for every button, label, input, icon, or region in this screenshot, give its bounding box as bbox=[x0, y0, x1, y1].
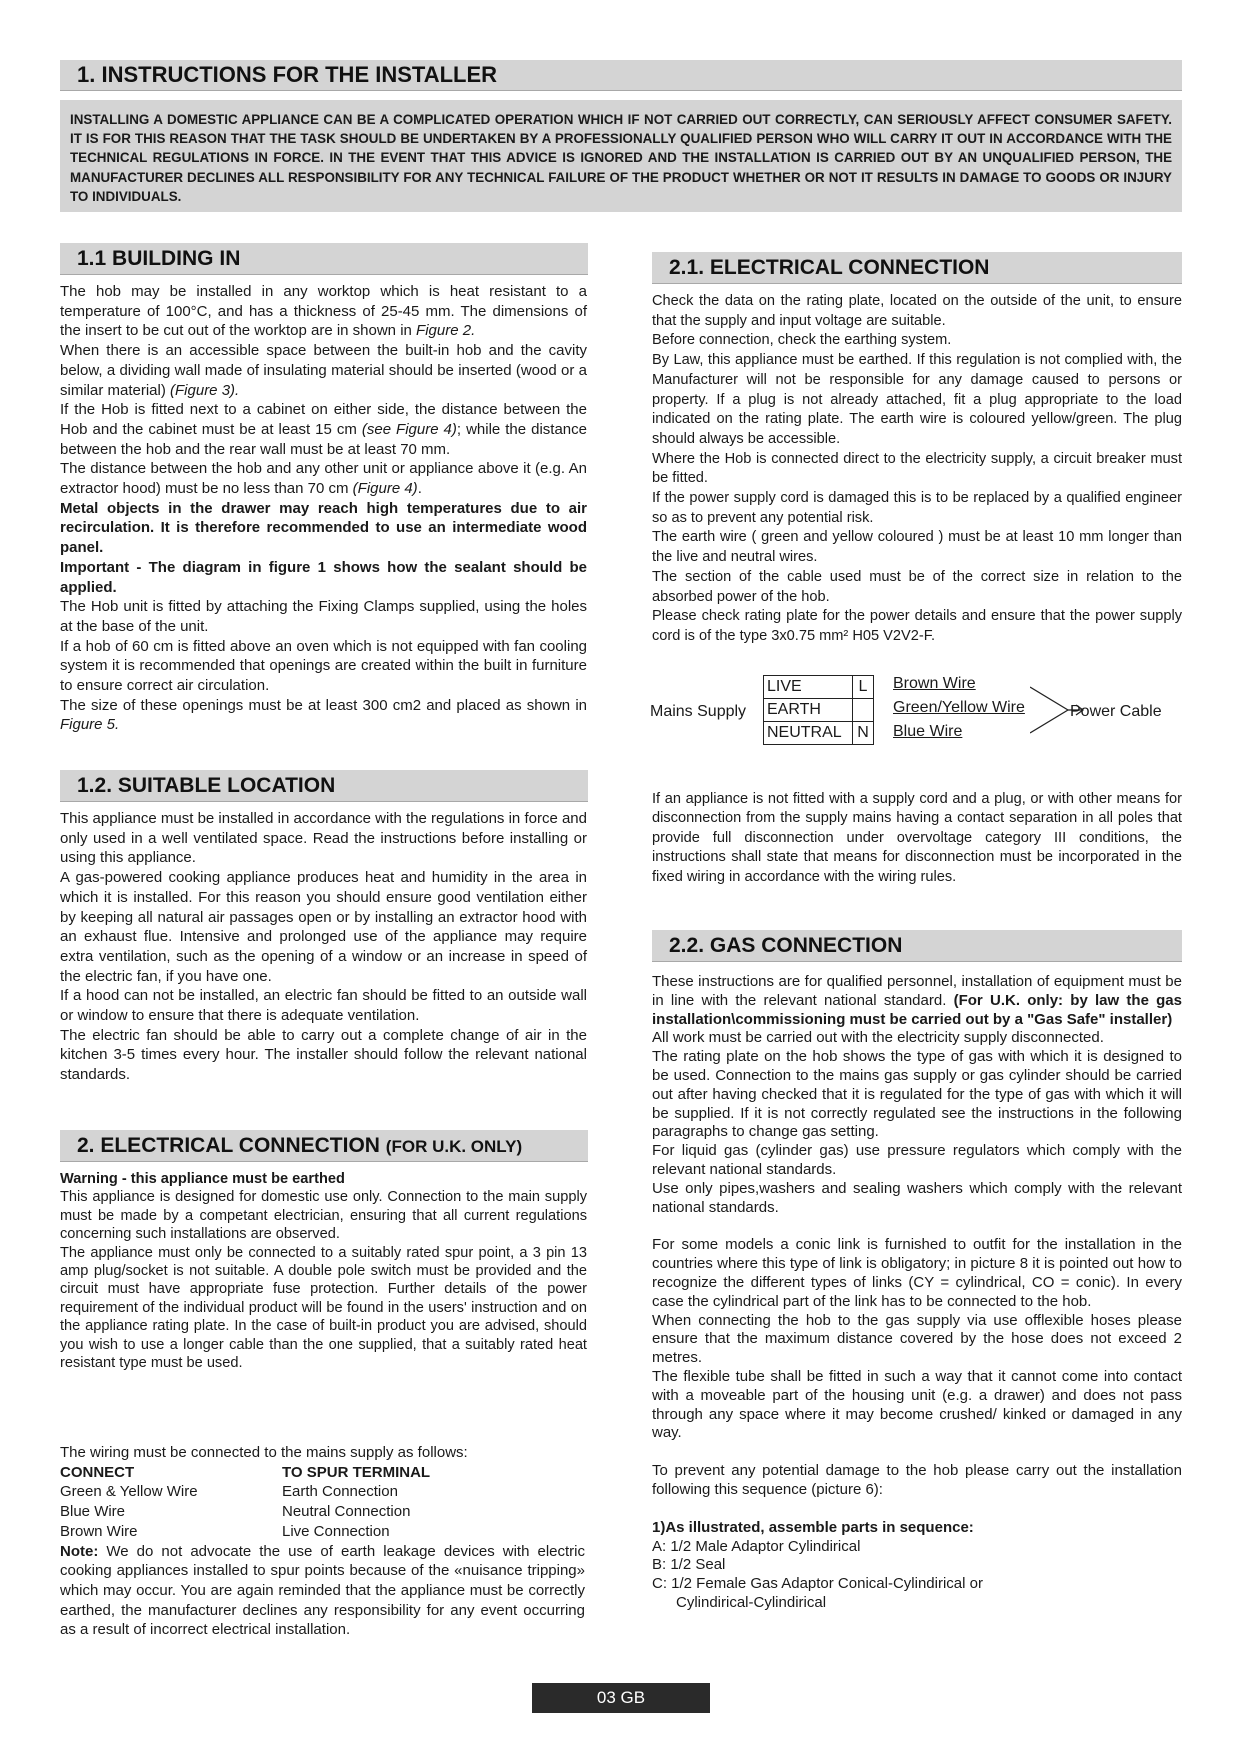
supply-terminal-table bbox=[763, 675, 874, 745]
wiring-note: Note: We do not advocate the use of earth leakage devices with electric cooking appliances installed to spur points because of the «nuisance tripping» which may occur. You are again reminded that the appliance must be correctly earthed, the manufacturer declines any responsibility for any event occurring as a result of incorrect electrical installation. bbox=[60, 1542, 585, 1639]
installer-warning: INSTALLING A DOMESTIC APPLIANCE CAN BE A COMPLICATED OPERATION WHICH IF NOT CARRIED OUT CORRECTLY, CAN SERIOUSLY AFFECT CONSUMER SAFETY. IT IS FOR THIS REASON THAT THE TASK SHOULD BE UNDERTAKEN BY A PROFESSIONALLY QUALIFIED PERSON WHO WILL CARRY IT OUT IN ACCORDANCE WITH THE TECHNICAL REGULATIONS IN FORCE. IN THE EVENT THAT THIS ADVICE IS IGNORED AND THE INSTALLATION IS CARRIED OUT BY AN UNQUALIFIED PERSON, THE MANUFACTURER DECLINES ALL RESPONSIBILITY FOR ANY TECHNICAL FAILURE OF THE PRODUCT WHETHER OR NOT IT RESULTS IN DAMAGE TO GOODS OR INJURY TO INDIVIDUALS. bbox=[60, 100, 1182, 212]
supply-name: NEUTRAL bbox=[764, 722, 853, 745]
wiring-row bbox=[60, 1482, 585, 1502]
electrical-uk-warning: Warning - this appliance must be earthed bbox=[60, 1171, 345, 1187]
wiring-intro: The wiring must be connected to the mains supply as follows: bbox=[60, 1444, 468, 1461]
gas-p4: For liquid gas (cylinder gas) use pressure regulators which comply with the relevant national standards. bbox=[652, 1142, 1182, 1178]
gas-p7: When connecting the hob to the gas supply via use offlexible hoses please ensure that the maximum distance covered by the hose does not exceed 2 metres. bbox=[652, 1311, 1182, 1367]
gas-sequence-c2: Cylindirical-Cylindirical bbox=[676, 1593, 827, 1611]
wiring-terminal: Neutral Connection bbox=[282, 1503, 411, 1521]
wiring-head-connect: CONNECT bbox=[60, 1463, 135, 1481]
building-in-title: 1.1 BUILDING IN bbox=[77, 247, 241, 270]
gas-sequence-c: C: 1/2 Female Gas Adaptor Conical-Cylindirical or bbox=[652, 1575, 983, 1593]
electrical-uk-p1: This appliance is designed for domestic use only. Connection to the main supply must be made by a competant electrician, ensuring that all current regulations concerning such installations are observed. bbox=[60, 1189, 587, 1243]
gas-p3: The rating plate on the hob shows the type of gas with which it is designed to be used. Connection to the mains gas supply or gas cylinder should be carried out after having checked that it is regulated for the type of gas with which it will be supplied. If it is not correctly regulated see the instructions in the following paragraphs to change gas setting. bbox=[652, 1048, 1182, 1141]
electrical-uk-title: 2. ELECTRICAL CONNECTION (FOR U.K. ONLY) bbox=[77, 1134, 523, 1157]
wiring-terminal: Live Connection bbox=[282, 1522, 390, 1540]
wiring-row bbox=[60, 1502, 585, 1522]
wiring-head-terminal: TO SPUR TERMINAL bbox=[282, 1463, 431, 1481]
electrical-connection-p4: Where the Hob is connected direct to the electricity supply, a circuit breaker must be fitted. bbox=[652, 450, 1182, 487]
building-in-text bbox=[60, 282, 587, 735]
electrical-connection-p1: Check the data on the rating plate, located on the outside of the unit, to ensure that the supply and input voltage are suitable. bbox=[652, 293, 1182, 329]
wire-label-blue: Blue Wire bbox=[893, 723, 963, 740]
disconnection-text bbox=[652, 790, 1182, 887]
mains-supply-diagram bbox=[650, 675, 1190, 755]
building-in-p4: The distance between the hob and any other unit or appliance above it (e.g. An extractor hood) must be no less than 70 cm (Figure 4). bbox=[60, 460, 587, 498]
gas-p8: The flexible tube shall be fitted in such a way that it cannot come into contact with a moveable part of the housing unit (e.g. a drawer) and does not pass through any space where it may become crushed/ kinked or damaged in any way. bbox=[652, 1367, 1182, 1442]
suitable-location-p3: If a hood can not be installed, an electric fan should be fitted to an outside wall or window to ensure that there is adequate ventilation. bbox=[60, 987, 587, 1025]
power-cable-label: Power Cable bbox=[1070, 703, 1162, 720]
building-in-p3: If the Hob is fitted next to a cabinet on either side, the distance between the Hob and the cabinet must be at least 15 cm (see Figure 4); while the distance between the hob and the rear wall must be at least 70 mm. bbox=[60, 401, 587, 458]
wiring-wire: Brown Wire bbox=[60, 1522, 138, 1540]
page-number: 03 GB bbox=[532, 1683, 710, 1713]
supply-code: N bbox=[853, 722, 874, 745]
suitable-location-header bbox=[60, 770, 588, 802]
suitable-location-p2: A gas-powered cooking appliance produces heat and humidity in the area in which it is installed. For this reason you should ensure good ventilation either by keeping all natural air passages open or by installing an extractor hood with an exhaust flue. Intensive and prolonged use of the appliance may require extra ventilation, such as the opening of a window or an increase in speed of the electric fan, if you have one. bbox=[60, 869, 587, 985]
electrical-connection-p6: The earth wire ( green and yellow coloured ) must be at least 10 mm longer than the live and neutral wires. bbox=[652, 529, 1182, 566]
supply-row bbox=[764, 676, 874, 699]
gas-sequence-b: B: 1/2 Seal bbox=[652, 1556, 726, 1574]
suitable-location-p4: The electric fan should be able to carry out a complete change of air in the kitchen 3-5 times every hour. The installer should follow the relevant national standards. bbox=[60, 1026, 587, 1084]
electrical-connection-p3: By Law, this appliance must be earthed. If this regulation is not complied with, the Manufacturer will not be responsible for any damage caused to persons or property. If a plug is not already attached, fit a plug appropriate to the load indicated on the rating plate. The earth wire is coloured yellow/green. The plug should always be accessible. bbox=[652, 352, 1182, 447]
suitable-location-text bbox=[60, 809, 587, 1085]
building-in-p6: Important - The diagram in figure 1 shows how the sealant should be applied. bbox=[60, 558, 587, 596]
wiring-terminal: Earth Connection bbox=[282, 1483, 398, 1501]
wiring-row bbox=[60, 1522, 585, 1542]
building-in-p8: If a hob of 60 cm is fitted above an oven which is not equipped with fan cooling system it is recommended that openings are created within the built in furniture to ensure correct air circulation. bbox=[60, 637, 587, 695]
building-in-p5: Metal objects in the drawer may reach high temperatures due to air recirculation. It is therefore recommended to use an intermediate wood panel. bbox=[60, 499, 587, 557]
mains-supply-label: Mains Supply bbox=[650, 703, 747, 720]
section-1-header bbox=[60, 60, 1182, 91]
wire-label-brown: Brown Wire bbox=[893, 675, 976, 692]
supply-name: LIVE bbox=[764, 676, 853, 699]
gas-connection-header bbox=[652, 930, 1182, 962]
building-in-header bbox=[60, 243, 588, 275]
gas-sequence-title: 1)As illustrated, assemble parts in sequence: bbox=[652, 1518, 974, 1536]
electrical-connection-title: 2.1. ELECTRICAL CONNECTION bbox=[669, 256, 990, 279]
building-in-p2: When there is an accessible space between the built-in hob and the cavity below, a dividing wall made of insulating material should be inserted (wood or a similar material) (Figure 3). bbox=[60, 342, 587, 399]
supply-row bbox=[764, 699, 874, 722]
electrical-connection-p8: Please check rating plate for the power details and ensure that the power supply cord is of the type 3x0.75 mm² H05 V2V2-F. bbox=[652, 608, 1182, 644]
building-in-p9: The size of these openings must be at least 300 cm2 and placed as shown in Figure 5. bbox=[60, 696, 587, 734]
suitable-location-title: 1.2. SUITABLE LOCATION bbox=[77, 774, 336, 797]
supply-code: L bbox=[853, 676, 874, 699]
electrical-uk-p2: The appliance must only be connected to a suitably rated spur point, a 3 pin 13 amp plug/socket is not suitable. A double pole switch must be provided and the circuit must have appropriate fuse protection. Further details of the power requirement of the individual product will be found in the users' instruction and on the appliance rating plate. In the case of built-in product you are advised, should you wish to use a longer cable than the one supplied, that a suitably rated heat resistant type must be used. bbox=[60, 1244, 587, 1372]
section-1-title: 1. INSTRUCTIONS FOR THE INSTALLER bbox=[77, 62, 498, 87]
supply-row bbox=[764, 722, 874, 745]
building-in-p7: The Hob unit is fitted by attaching the Fixing Clamps supplied, using the holes at the base of the unit. bbox=[60, 598, 587, 635]
suitable-location-p1: This appliance must be installed in accordance with the regulations in force and only used in a well ventilated space. Read the instructions before installing or using this appliance. bbox=[60, 810, 587, 867]
gas-p9: To prevent any potential damage to the hob please carry out the installation following this sequence (picture 6): bbox=[652, 1462, 1182, 1498]
gas-p5: Use only pipes,washers and sealing washers which comply with the relevant national standards. bbox=[652, 1179, 1182, 1216]
electrical-connection-p2: Before connection, check the earthing system. bbox=[652, 332, 952, 349]
gas-connection-text bbox=[652, 973, 1182, 1613]
gas-p1: These instructions are for qualified personnel, installation of equipment must be in line with the relevant national standard. (For U.K. only: by law the gas installation\commissioning must be carried out by a "Gas Safe" installer) bbox=[652, 973, 1182, 1028]
gas-p2: All work must be carried out with the electricity supply disconnected. bbox=[652, 1029, 1104, 1047]
electrical-uk-text bbox=[60, 1170, 587, 1372]
electrical-connection-text bbox=[652, 292, 1182, 647]
electrical-connection-p7: The section of the cable used must be of the correct size in relation to the absorbed power of the hob. bbox=[652, 568, 1182, 605]
wiring-table bbox=[60, 1443, 585, 1640]
gas-sequence-a: A: 1/2 Male Adaptor Cylindirical bbox=[652, 1537, 861, 1555]
electrical-connection-p5: If the power supply cord is damaged this is to be replaced by a qualified engineer so as to prevent any potential risk. bbox=[652, 490, 1182, 526]
supply-name: EARTH bbox=[764, 699, 853, 722]
building-in-p1: The hob may be installed in any worktop which is heat resistant to a temperature of 100°C, and has a thickness of 25-45 mm. The dimensions of the insert to be cut out of the worktop are in shown in Figure 2. bbox=[60, 283, 587, 340]
gas-p6: For some models a conic link is furnished to outfit for the installation in the countries where this type of link is obligatory; in picture 8 it is pointed out how to recognize the different types of links (CY = cylindrical, CO = conic). In every case the cylindrical part of the link has to be connected to the hob. bbox=[652, 1236, 1182, 1310]
electrical-connection-header bbox=[652, 252, 1182, 284]
disconnection-p: If an appliance is not fitted with a supply cord and a plug, or with other means for disconnection from the supply mains having a contact separation in all poles that provide full disconnection under overvoltage category III conditions, the instructions shall state that means for disconnection must be incorporated in the fixed wiring in accordance with the wiring rules. bbox=[652, 791, 1182, 885]
wiring-wire: Green & Yellow Wire bbox=[60, 1483, 198, 1501]
wiring-header-row bbox=[60, 1463, 585, 1483]
gas-connection-title: 2.2. GAS CONNECTION bbox=[669, 934, 903, 957]
wire-label-green-yellow: Green/Yellow Wire bbox=[893, 699, 1025, 716]
wiring-wire: Blue Wire bbox=[60, 1503, 126, 1521]
supply-code bbox=[853, 699, 874, 722]
electrical-uk-header bbox=[60, 1130, 588, 1162]
